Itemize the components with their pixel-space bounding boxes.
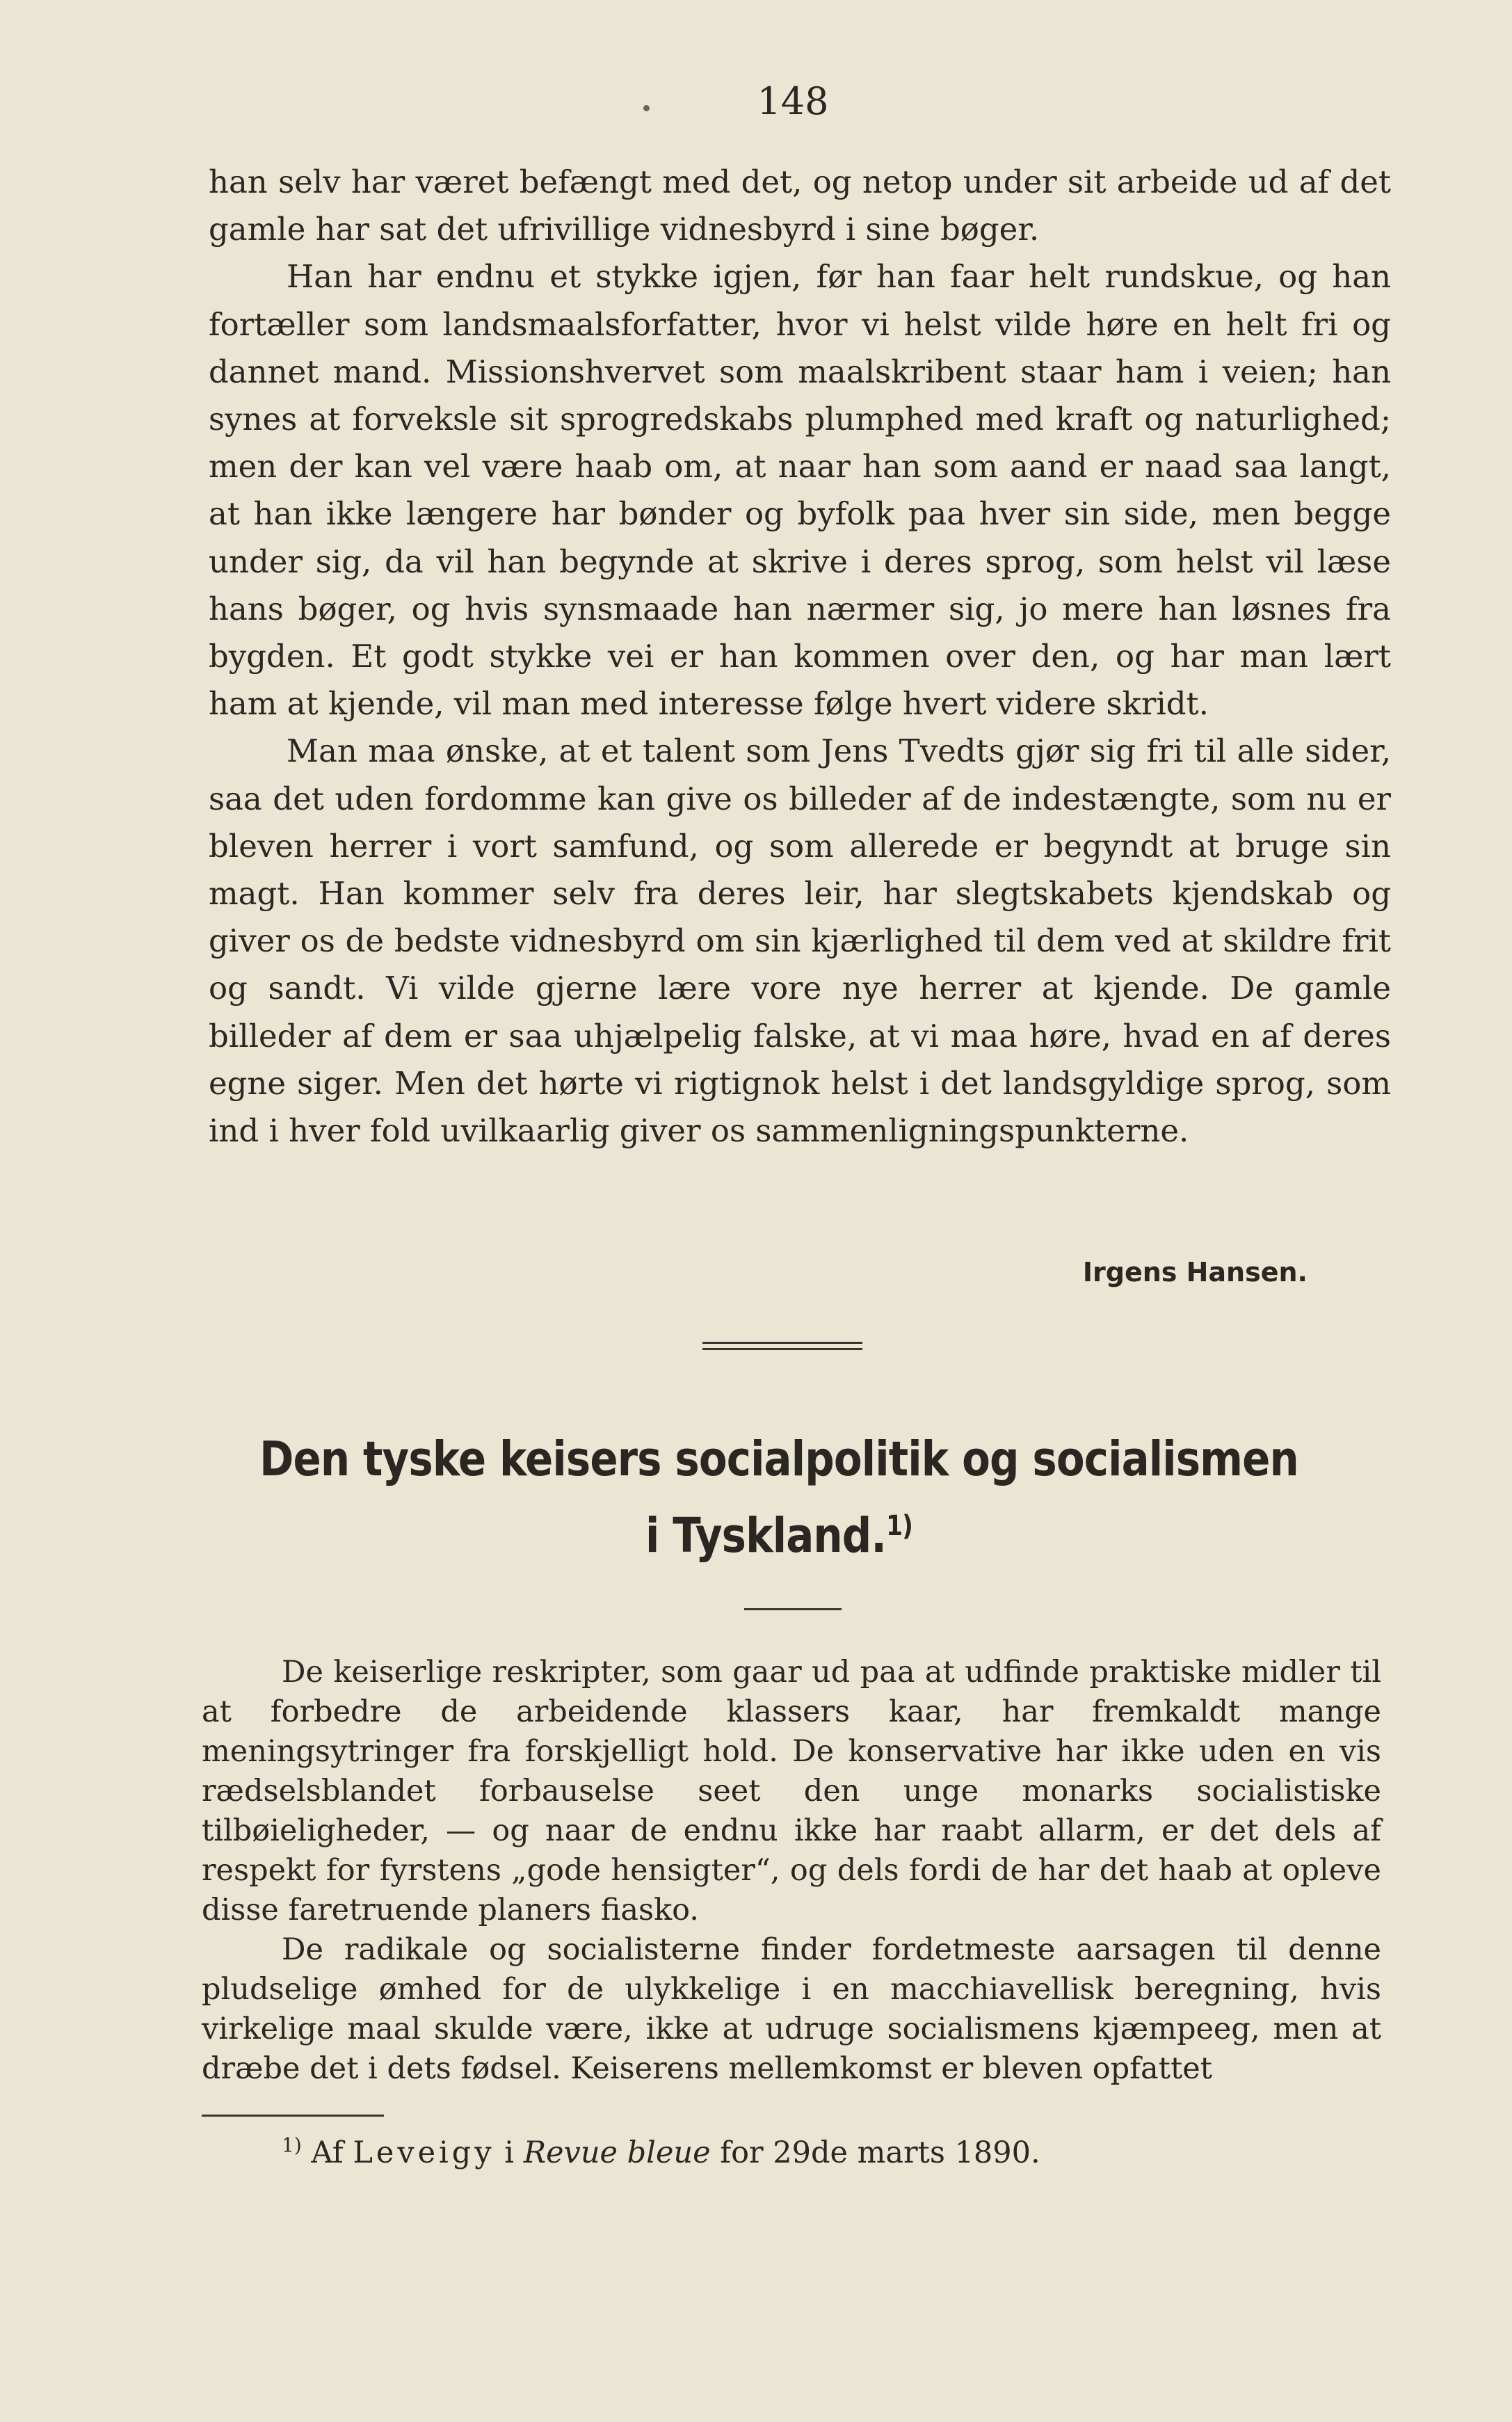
footnote-prefix: Af	[311, 2135, 344, 2170]
review-paragraph-2: Han har endnu et stykke igjen, før han faar helt rundskue, og han fortæller som landsmaalsforfatter, hvor vi helst vilde høre en helt fri og dannet mand. Missionshvervet som maalskribent staar ham i veien; han synes at forveksle sit sprogredskabs plumphed med kraft og naturlighed; men der kan vel være haab om, at naar han som aand er naad saa langt, at han ikke længere har bønder og byfolk paa hver sin side, men begge under sig, da vil han begynde at skrive i deres sprog, som helst vil læse hans bøger, og hvis synsmaade han nærmer sig, jo mere han løsnes fra bygden. Et godt stykke vei er han kommen over den, og har man lært ham at kjende, vil man med interesse følge hvert videre skridt.	[209, 258, 1391, 723]
article-paragraph-2: De radikale og socialisterne finder fordetmeste aarsagen til denne pludselige ømhed for de ulykkelige i en macchiavellisk beregning, hvis virkelige maal skulde være, ikke at udruge socialismens kjæmpeeg, men at dræbe det i dets fødsel. Keiserens mellemkomst er bleven opfattet	[202, 1932, 1381, 2086]
footnote-journal: Revue bleue	[523, 2135, 711, 2170]
heading-rule	[744, 1608, 842, 1610]
author-signature: Irgens Hansen.	[1082, 1257, 1308, 1288]
printing-speck	[643, 105, 650, 111]
footnote-rule	[202, 2115, 384, 2117]
footnote-connector: i	[504, 2135, 515, 2170]
heading-line-2-text: i Tyskland.	[645, 1508, 887, 1564]
heading-line-1: Den tyske keisers socialpolitik og socialismen	[259, 1431, 1298, 1487]
article-heading	[259, 1421, 1299, 1574]
section-separator	[702, 1342, 862, 1350]
heading-footnote-mark: 1)	[886, 1510, 913, 1542]
footnote	[282, 2132, 1367, 2174]
footnote-date: for 29de marts 1890.	[720, 2135, 1040, 2170]
article-review	[209, 159, 1391, 1155]
review-paragraph-1: han selv har været befængt med det, og netop under sit arbeide ud af det gamle har sat det ufrivillige vidnesbyrd i sine bøger.	[209, 163, 1391, 248]
footnote-author: Leveigy	[353, 2135, 495, 2170]
article-socialpolitics	[202, 1653, 1381, 2089]
review-paragraph-3: Man maa ønske, at et talent som Jens Tvedts gjør sig fri til alle sider, saa det uden fordomme kan give os billeder af de indestængte, som nu er bleven herrer i vort samfund, og som allerede er begyndt at bruge sin magt. Han kommer selv fra deres leir, har slegtskabets kjendskab og giver os de bedste vidnesbyrd om sin kjærlighed til dem ved at skildre frit og sandt. Vi vilde gjerne lære vore nye herrer at kjende. De gamle billeder af dem er saa uhjælpelig falske, at vi maa høre, hvad en af deres egne siger. Men det hørte vi rigtignok helst i det landsgyldige sprog, som ind i hver fold uvilkaarlig giver os sammenligningspunkterne.	[209, 732, 1391, 1150]
page-number: 148	[757, 79, 829, 123]
article-paragraph-1: De keiserlige reskripter, som gaar ud paa at udfinde praktiske midler til at forbedre de arbeidende klassers kaar, har fremkaldt mange meningsytringer fra forskjelligt hold. De konservative har ikke uden en vis rædselsblandet forbauselse seet den unge monarks socialistiske tilbøieligheder, — og naar de endnu ikke har raabt allarm, er det dels af respekt for fyrstens „gode hensigter“, og dels fordi de har det haab at opleve disse faretruende planers fiasko.	[202, 1655, 1381, 1927]
heading-line-2	[259, 1498, 1299, 1574]
footnote-mark: 1)	[282, 2133, 302, 2157]
